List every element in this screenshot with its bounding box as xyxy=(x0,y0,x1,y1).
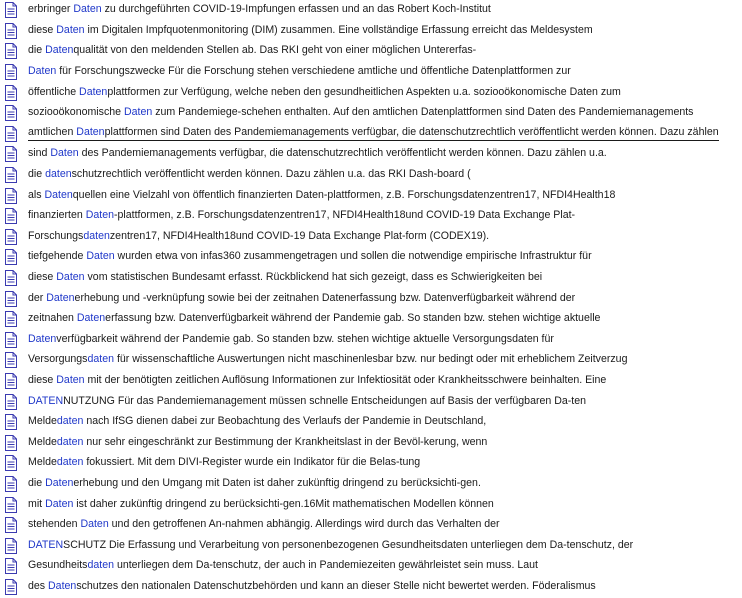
snippet-text: zentren17, NFDI4Health18und COVID-19 Data Exchange Plat-form (CODEX19). xyxy=(109,229,490,242)
snippet-text: quellen eine Vielzahl von öffentlich finanzierten Daten-plattformen, z.B. Forschungsdatenzentren17, NFDI4Health18 xyxy=(72,188,616,201)
snippet-text: verfügbarkeit während der Pandemie gab. So standen bzw. stehen wichtige aktuelle Versorgungsdaten für xyxy=(56,332,554,345)
result-snippet xyxy=(28,539,633,553)
snippet-text: finanzierten xyxy=(28,209,86,222)
document-icon xyxy=(4,373,18,389)
snippet-text: erfassung bzw. Datenverfügbarkeit während der Pandemie gab. So standen bzw. stehen wichtige aktuelle xyxy=(105,312,601,325)
keyword-highlight: Daten xyxy=(56,374,85,387)
document-icon xyxy=(4,208,18,224)
document-icon xyxy=(4,476,18,492)
result-snippet xyxy=(28,126,719,141)
result-snippet xyxy=(28,374,606,388)
result-row[interactable] xyxy=(0,268,742,289)
keyword-highlight: Daten xyxy=(124,106,153,119)
result-snippet xyxy=(28,518,500,532)
snippet-text: des xyxy=(28,580,49,593)
document-icon xyxy=(4,270,18,286)
snippet-text: diese xyxy=(28,374,57,387)
snippet-text: nach IfSG dienen dabei zur Beobachtung des Verlaufs der Pandemie in Deutschland, xyxy=(83,415,487,428)
snippet-text: zum Pandemiege-schehen enthalten. Auf den amtlichen Datenplattformen sind Daten des Pandemiemanagements xyxy=(152,106,694,119)
result-snippet xyxy=(28,333,554,347)
result-snippet xyxy=(28,189,615,203)
snippet-text: -plattformen, z.B. Forschungsdatenzentren17, NFDI4Health18und COVID-19 Data Exchange Plat- xyxy=(114,209,576,222)
keyword-highlight: DATEN xyxy=(28,538,64,551)
document-icon xyxy=(4,332,18,348)
result-snippet xyxy=(28,250,592,264)
result-snippet xyxy=(28,65,571,79)
document-icon xyxy=(4,43,18,59)
result-row[interactable] xyxy=(0,288,742,309)
snippet-text: öffentliche xyxy=(28,85,80,98)
snippet-text: für wissenschaftliche Auswertungen nicht maschinenlesbar bzw. nur bedingt oder mit erheblichem Zeitverzug xyxy=(114,353,628,366)
result-snippet xyxy=(28,292,575,306)
result-row[interactable] xyxy=(0,41,742,62)
keyword-highlight: Daten xyxy=(50,147,79,160)
snippet-text: erbringer xyxy=(28,3,74,16)
keyword-highlight: Daten xyxy=(76,126,105,139)
snippet-text: als xyxy=(28,188,45,201)
snippet-text: zeitnahen xyxy=(28,312,77,325)
keyword-highlight: daten xyxy=(56,456,84,469)
keyword-highlight: Daten xyxy=(85,209,114,222)
snippet-text: qualität von den meldenden Stellen ab. Das RKI geht von einer möglichen Untererfas- xyxy=(73,44,477,57)
snippet-text: Gesundheits xyxy=(28,559,88,572)
snippet-text: NUTZUNG Für das Pandemiemanagement müssen schnelle Entscheidungen auf Basis der verfügbaren Da-ten xyxy=(63,394,587,407)
result-row[interactable] xyxy=(0,433,742,454)
result-snippet xyxy=(28,456,420,470)
keyword-highlight: daten xyxy=(87,353,114,366)
snippet-text: wurden etwa von infas360 zusammengetragen und sollen die notwendige empirische Infrastruktur für xyxy=(114,250,592,263)
keyword-highlight: Daten xyxy=(45,497,74,510)
result-row[interactable] xyxy=(0,556,742,577)
result-row[interactable] xyxy=(0,206,742,227)
document-icon xyxy=(4,64,18,80)
result-snippet xyxy=(28,498,494,512)
document-icon xyxy=(4,188,18,204)
result-row[interactable] xyxy=(0,0,742,21)
keyword-highlight: daten xyxy=(45,168,72,181)
keyword-highlight: daten xyxy=(56,415,84,428)
result-snippet xyxy=(28,415,486,429)
keyword-highlight: daten xyxy=(83,229,110,242)
keyword-highlight: Daten xyxy=(79,85,108,98)
result-row[interactable] xyxy=(0,62,742,83)
result-snippet xyxy=(28,436,487,450)
result-snippet xyxy=(28,24,593,38)
keyword-highlight: Daten xyxy=(86,250,115,263)
document-icon xyxy=(4,579,18,595)
result-row[interactable] xyxy=(0,330,742,351)
keyword-highlight: daten xyxy=(87,559,114,572)
keyword-highlight: Daten xyxy=(48,580,77,593)
result-row[interactable] xyxy=(0,412,742,433)
result-snippet xyxy=(28,271,542,285)
snippet-text: diese xyxy=(28,271,57,284)
result-snippet xyxy=(28,477,481,491)
snippet-text: Melde xyxy=(28,435,57,448)
document-icon xyxy=(4,229,18,245)
snippet-text: nur sehr eingeschränkt zur Bestimmung der Krankheitslast in der Bevöl-kerung, wenn xyxy=(83,435,488,448)
snippet-text: sind xyxy=(28,147,51,160)
snippet-text: schutzes den nationalen Datenschutzbehörden und kann an dieser Stelle nicht bewertet werden. Föderalismus xyxy=(76,580,596,593)
result-snippet xyxy=(28,44,476,58)
snippet-text: zu durchgeführten COVID-19-Impfungen erfassen und an das Robert Koch-Institut xyxy=(101,3,491,16)
snippet-text: schutzrechtlich veröffentlicht werden können. Dazu zählen u.a. das RKI Dash-board ( xyxy=(71,168,471,181)
result-snippet xyxy=(28,353,627,367)
result-row[interactable] xyxy=(0,536,742,557)
result-snippet xyxy=(28,106,693,120)
snippet-text: diese xyxy=(28,23,57,36)
document-icon xyxy=(4,146,18,162)
snippet-text: SCHUTZ Die Erfassung und Verarbeitung von personenbezogenen Gesundheitsdaten unterliegen dem Da-tenschutz, der xyxy=(63,538,634,551)
document-icon xyxy=(4,291,18,307)
document-icon xyxy=(4,311,18,327)
result-row[interactable] xyxy=(0,165,742,186)
keyword-highlight: daten xyxy=(56,435,84,448)
result-snippet xyxy=(28,580,596,594)
snippet-text: des Pandemiemanagements verfügbar, die datenschutzrechtlich veröffentlicht werden können. Dazu zählen u.a. xyxy=(78,147,607,160)
result-row[interactable] xyxy=(0,309,742,330)
result-snippet xyxy=(28,312,600,326)
result-row[interactable] xyxy=(0,391,742,412)
document-icon xyxy=(4,85,18,101)
snippet-text: und den getroffenen An-nahmen abhängig. Allerdings wird durch das Verhalten der xyxy=(108,518,500,531)
result-snippet xyxy=(28,86,621,100)
document-icon xyxy=(4,394,18,410)
snippet-text: plattformen sind Daten des Pandemiemanagements verfügbar, die datenschutzrechtlich veröffentlicht werden können. Dazu zählen xyxy=(104,126,719,139)
keyword-highlight: Daten xyxy=(45,477,74,490)
result-row[interactable] xyxy=(0,515,742,536)
snippet-text: tiefgehende xyxy=(28,250,87,263)
keyword-highlight: DATEN xyxy=(28,394,64,407)
snippet-text: für Forschungszwecke Für die Forschung stehen verschiedene amtliche und öffentliche Datenplattformen zur xyxy=(56,65,571,78)
result-row[interactable] xyxy=(0,124,742,145)
result-row[interactable] xyxy=(0,82,742,103)
document-icon xyxy=(4,455,18,471)
snippet-text: der xyxy=(28,291,47,304)
document-icon xyxy=(4,558,18,574)
keyword-highlight: Daten xyxy=(56,271,85,284)
keyword-highlight: Daten xyxy=(44,188,73,201)
snippet-text: soziooökonomische xyxy=(28,106,124,119)
result-row[interactable] xyxy=(0,494,742,515)
snippet-text: die xyxy=(28,168,46,181)
document-icon xyxy=(4,352,18,368)
document-icon xyxy=(4,414,18,430)
keyword-highlight: Daten xyxy=(56,23,85,36)
keyword-highlight: Daten xyxy=(28,332,57,345)
snippet-text: vom statistischen Bundesamt erfasst. Rückblickend hat sich gezeigt, dass es Schwierigkeiten bei xyxy=(84,271,543,284)
result-snippet xyxy=(28,395,586,409)
result-snippet xyxy=(28,168,471,182)
document-icon xyxy=(4,126,18,142)
keyword-highlight: Daten xyxy=(28,65,57,78)
document-icon xyxy=(4,435,18,451)
document-icon xyxy=(4,167,18,183)
snippet-text: mit der benötigten zeitlichen Auflösung Informationen zur Infektiosität oder Krankheitsschwere beinhalten. Eine xyxy=(84,374,607,387)
result-row[interactable] xyxy=(0,185,742,206)
result-snippet xyxy=(28,209,575,223)
snippet-text: die xyxy=(28,44,46,57)
document-icon xyxy=(4,249,18,265)
snippet-text: plattformen zur Verfügung, welche neben den gesundheitlichen Aspekten u.a. soziooökonomische Daten zum xyxy=(107,85,621,98)
document-icon xyxy=(4,497,18,513)
snippet-text: erhebung und den Umgang mit Daten ist daher zukünftig dringend zu berücksichti-gen. xyxy=(73,477,481,490)
snippet-text: Versorgungs xyxy=(28,353,88,366)
document-icon xyxy=(4,517,18,533)
result-row[interactable] xyxy=(0,350,742,371)
snippet-text: Melde xyxy=(28,456,57,469)
snippet-text: stehenden xyxy=(28,518,81,531)
result-row[interactable] xyxy=(0,371,742,392)
result-row[interactable] xyxy=(0,247,742,268)
snippet-text: erhebung und -verknüpfung sowie bei der zeitnahen Datenerfassung bzw. Datenverfügbarkeit während der xyxy=(74,291,576,304)
snippet-text: die xyxy=(28,477,46,490)
snippet-text: Melde xyxy=(28,415,57,428)
document-icon xyxy=(4,2,18,18)
snippet-text: amtlichen xyxy=(28,126,77,139)
document-icon xyxy=(4,538,18,554)
keyword-highlight: Daten xyxy=(73,3,102,16)
result-row[interactable] xyxy=(0,453,742,474)
result-row[interactable] xyxy=(0,21,742,42)
snippet-text: im Digitalen Impfquotenmonitoring (DIM) zusammen. Eine vollständige Erfassung erreicht das Meldesystem xyxy=(84,23,593,36)
snippet-text: ist daher zukünftig dringend zu berücksichti-gen.16Mit mathematischen Modellen können xyxy=(73,497,494,510)
result-row[interactable] xyxy=(0,103,742,124)
result-row[interactable] xyxy=(0,227,742,248)
snippet-text: unterliegen dem Da-tenschutz, der auch in Pandemiezeiten gewährleistet sein muss. Laut xyxy=(114,559,538,572)
result-row[interactable] xyxy=(0,144,742,165)
keyword-highlight: Daten xyxy=(76,312,106,325)
result-snippet xyxy=(28,559,538,573)
snippet-text: mit xyxy=(28,497,46,510)
keyword-highlight: Daten xyxy=(45,44,74,57)
result-snippet xyxy=(28,230,489,244)
snippet-text: fokussiert. Mit dem DIVI-Register wurde ein Indikator für die Belas-tung xyxy=(83,456,421,469)
result-snippet xyxy=(28,3,491,17)
document-icon xyxy=(4,23,18,39)
result-snippet xyxy=(28,147,607,161)
keyword-highlight: Daten xyxy=(46,291,75,304)
result-row[interactable] xyxy=(0,474,742,495)
keyword-highlight: Daten xyxy=(80,518,109,531)
snippet-text: Forschungs xyxy=(28,229,84,242)
document-icon xyxy=(4,105,18,121)
